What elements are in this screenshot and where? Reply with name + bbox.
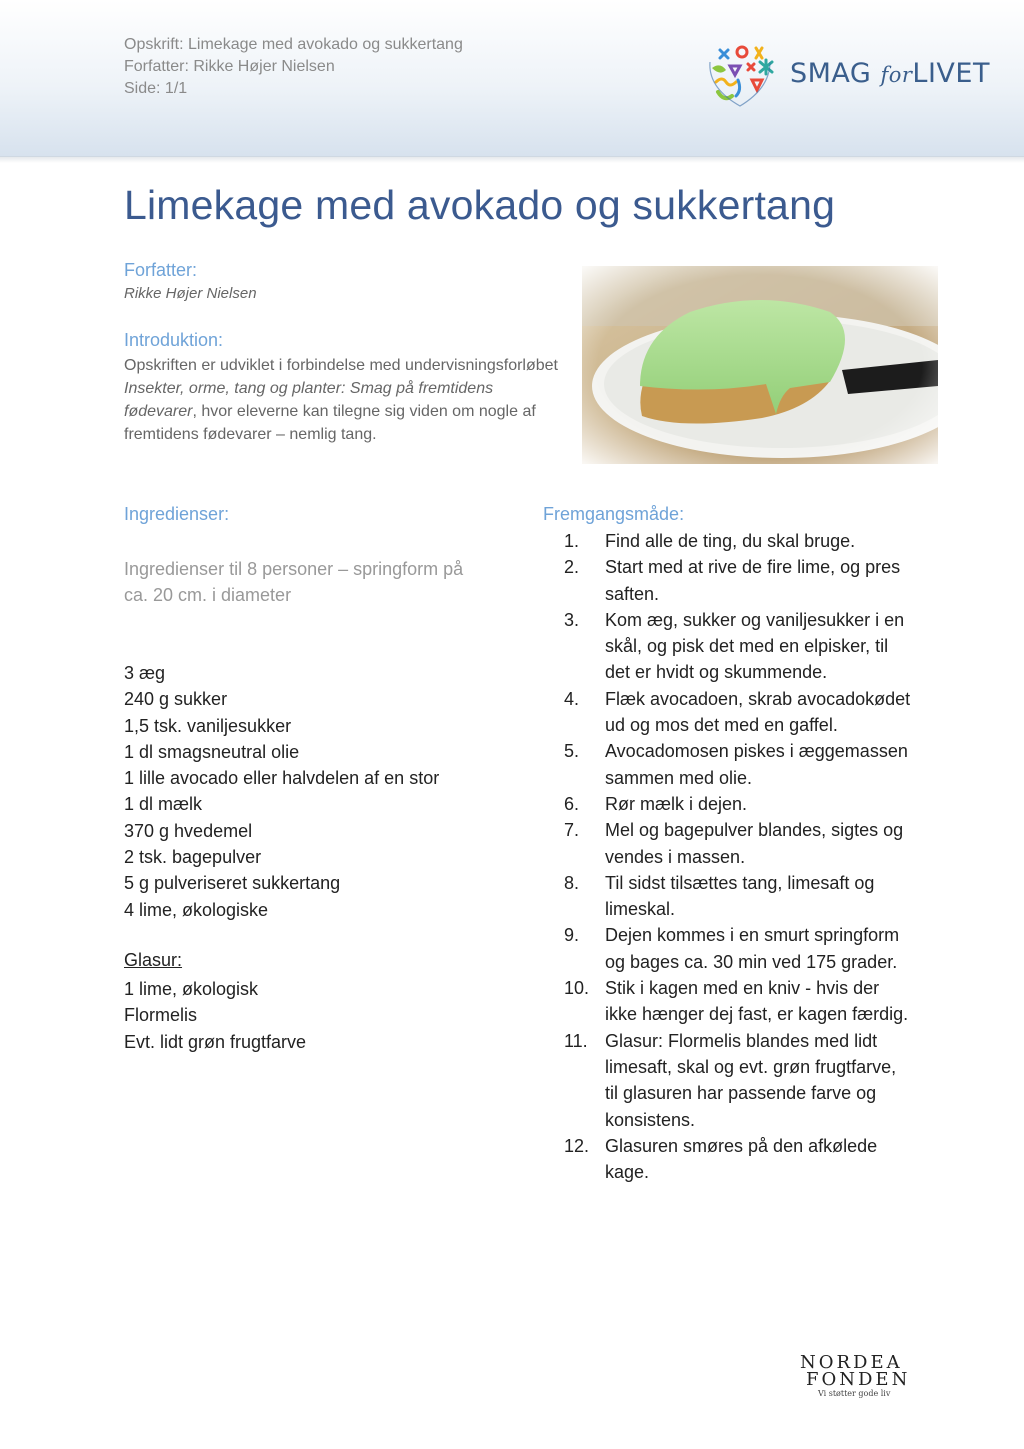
step-text: Find alle de ting, du skal bruge.	[605, 531, 856, 551]
page-line: Side: 1/1	[124, 80, 188, 97]
nordea-logo-line1: NORDEA	[800, 1352, 903, 1373]
cake-photo	[582, 266, 938, 464]
recipe-line: Opskrift: Limekage med avokado og sukkertang	[124, 36, 463, 53]
step-number: 8.	[564, 872, 580, 893]
logo-word-for: for	[880, 63, 913, 87]
step-text: Glasur: Flormelis blandes med lidt limesaft, skal og evt. grøn frugtfarve, til glasuren har passende farve og konsistens.	[605, 1030, 897, 1130]
author-line: Forfatter: Rikke Højer Nielsen	[124, 58, 335, 75]
glaze-ingredient-item: Evt. lidt grøn frugtfarve	[124, 1031, 307, 1052]
logo-word-livet: LIVET	[912, 58, 990, 89]
nordea-fonden-logo	[800, 1354, 910, 1404]
ingredient-list	[124, 660, 439, 923]
step-number: 5.	[564, 741, 580, 762]
step-item	[564, 607, 914, 686]
step-text: Flæk avocadoen, skrab avocadokødet ud og mos det med en gaffel.	[605, 688, 911, 736]
step-text: Kom æg, sukker og vaniljesukker i en skål, og pisk det med en elpisker, til det er hvidt og skummende.	[605, 609, 905, 683]
intro-label: Introduktion:	[124, 330, 224, 350]
step-number: 7.	[564, 820, 580, 841]
step-text: Stik i kagen med en kniv - hvis der ikke hænger dej fast, er kagen færdig.	[605, 978, 909, 1025]
step-number: 12.	[564, 1135, 590, 1156]
step-number: 11.	[564, 1030, 588, 1051]
step-text: Start med at rive de fire lime, og pres saften.	[605, 557, 901, 604]
method-label: Fremgangsmåde:	[543, 504, 685, 524]
nordea-logo-line2: FONDEN	[806, 1369, 911, 1390]
intro-text-start: Opskriften er udviklet i forbindelse med undervisningsforløbet	[124, 357, 558, 374]
logo-wordmark	[790, 58, 990, 89]
ingredient-item: 2 tsk. bagepulver	[124, 847, 262, 868]
step-number: 4.	[564, 688, 580, 709]
step-text: Rør mælk i dejen.	[605, 793, 748, 814]
ingredient-item: 1,5 tsk. vaniljesukker	[124, 715, 292, 736]
ingredient-item: 1 dl mælk	[124, 794, 203, 815]
step-item	[564, 817, 914, 870]
step-text: Avocadomosen piskes i æggemassen sammen med olie.	[605, 741, 908, 788]
ingredients-label: Ingredienser:	[124, 504, 230, 524]
step-text: Mel og bagepulver blandes, sigtes og vendes i massen.	[605, 820, 904, 867]
step-item	[564, 738, 914, 791]
step-item	[564, 554, 914, 607]
ingredient-item: 5 g pulveriseret sukkertang	[124, 873, 341, 894]
step-text: Glasuren smøres på den afkølede kage.	[605, 1135, 878, 1183]
ingredient-item: 370 g hvedemel	[124, 820, 253, 841]
intro-text-end: , hvor eleverne kan tilegne sig viden om nogle af fremtidens fødevarer – nemlig tang.	[124, 403, 536, 443]
glaze-ingredient-item: 1 lime, økologisk	[124, 979, 259, 999]
glaze-ingredient-list	[124, 976, 306, 1055]
smag-for-livet-logo	[708, 44, 990, 110]
page-header	[0, 0, 1024, 157]
nordea-tagline: Vi støtter gode liv	[818, 1389, 891, 1398]
step-item	[564, 686, 914, 739]
step-number: 9.	[564, 925, 580, 946]
step-item	[564, 1028, 914, 1133]
page-title: Limekage med avokado og sukkertang	[124, 182, 836, 228]
author-label: Forfatter:	[124, 260, 198, 280]
document-meta	[124, 34, 463, 100]
step-number: 2.	[564, 557, 580, 578]
ingredient-item: 240 g sukker	[124, 689, 228, 710]
step-item	[564, 922, 914, 975]
intro-text	[124, 354, 564, 446]
ingredient-item: 3 æg	[124, 663, 166, 683]
intro-course-title: Insekter, orme, tang og planter: Smag på fremtidens fødevarer	[124, 380, 494, 420]
logo-word-smag: SMAG	[790, 58, 872, 89]
step-number: 10.	[564, 978, 590, 999]
step-text: Dejen kommes i en smurt springform og bages ca. 30 min ved 175 grader.	[605, 925, 900, 972]
step-number: 6.	[564, 793, 580, 814]
ingredient-item: 4 lime, økologiske	[124, 899, 269, 920]
step-number: 3.	[564, 609, 580, 630]
step-item	[564, 975, 914, 1028]
ingredient-item: 1 dl smagsneutral olie	[124, 741, 300, 762]
author-name: Rikke Højer Nielsen	[124, 285, 257, 302]
method-steps	[564, 528, 914, 1185]
glaze-heading: Glasur:	[124, 950, 183, 970]
colorful-symbols-logo-icon	[708, 44, 780, 110]
step-item	[564, 791, 914, 817]
step-item	[564, 870, 914, 923]
step-text: Til sidst tilsættes tang, limesaft og limeskal.	[605, 872, 875, 920]
step-item	[564, 528, 914, 554]
ingredient-item: 1 lille avocado eller halvdelen af en stor	[124, 768, 440, 789]
glaze-ingredient-item: Flormelis	[124, 1005, 198, 1026]
header-shadow	[0, 157, 1024, 163]
step-item	[564, 1133, 914, 1186]
serving-info: Ingredienser til 8 personer – springform på ca. 20 cm. i diameter	[124, 559, 464, 605]
step-number: 1.	[564, 531, 580, 551]
